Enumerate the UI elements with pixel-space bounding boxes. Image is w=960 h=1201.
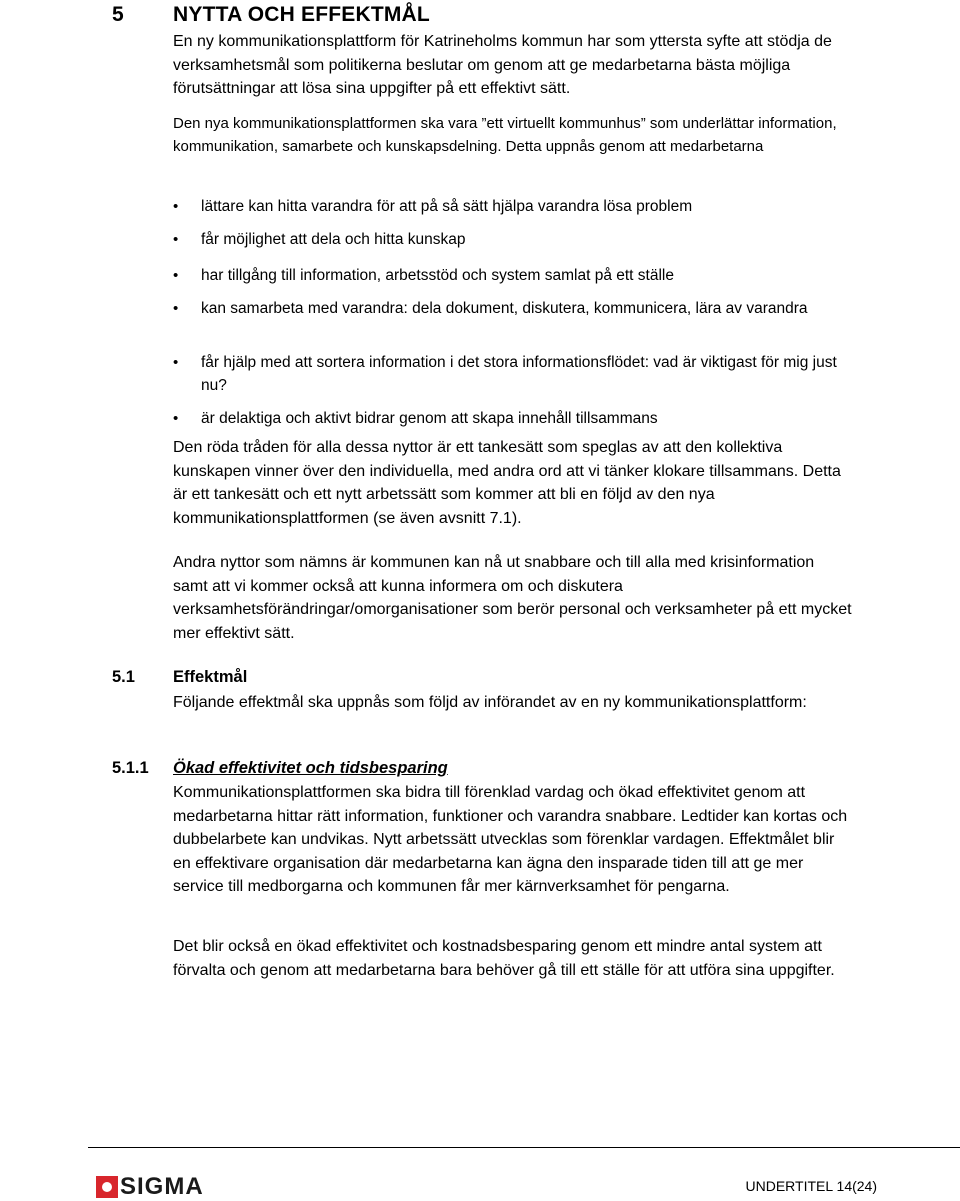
list-item: • är delaktiga och aktivt bidrar genom att skapa innehåll tillsammans (201, 407, 861, 430)
list-item: • kan samarbeta med varandra: dela dokument, diskutera, kommunicera, lära av varandra (201, 297, 861, 320)
list-item: • har tillgång till information, arbetsstöd och system samlat på ett ställe (201, 264, 861, 287)
footer-divider (88, 1147, 960, 1148)
list-item: • får möjlighet att dela och hitta kunskap (201, 228, 861, 251)
section-number: 5 (112, 3, 124, 26)
page-number: UNDERTITEL 14(24) (745, 1178, 877, 1194)
cost-saving-paragraph: Det blir också en ökad effektivitet och kostnadsbesparing genom ett mindre antal system att förvalta och genom att medarbetarna bara behöver gå till ett ställe för att utföra sina uppgifter. (173, 938, 835, 979)
sigma-logo (96, 1174, 204, 1200)
subsection-number: 5.1 (112, 668, 135, 686)
logo-text: SIGMA (120, 1173, 204, 1200)
vision-paragraph: Den nya kommunikationsplattformen ska vara ”ett virtuellt kommunhus” som underlättar information, kommunikation, samarbete och kunskapsdelning. Detta uppnås genom att medarbetarna (173, 115, 837, 155)
red-thread-paragraph: Den röda tråden för alla dessa nyttor är ett tankesätt som speglas av att den kollektiva kunskapen vinner över den individuella, med andra ord att vi tänker klokare tillsammans. Detta är ett tankesätt och ett nytt arbetssätt som kommer att bli en följd av den nya kommunikationsplattformen (se även avsnitt 7.1). (173, 439, 841, 527)
subsubsection-number: 5.1.1 (112, 759, 149, 777)
sigma-logo-icon (96, 1176, 118, 1198)
intro-paragraph: En ny kommunikationsplattform för Katrineholms kommun har som yttersta syfte att stödja de verksamhetsmål som politikerna beslutar om genom att ge medarbetarna bästa möjliga förutsättningar att lösa sina uppgifter på ett effektivt sätt. (173, 33, 832, 97)
subsubsection-title: Ökad effektivitet och tidsbesparing (173, 759, 448, 777)
list-item: • lättare kan hitta varandra för att på så sätt hjälpa varandra lösa problem (201, 195, 861, 218)
list-item: • får hjälp med att sortera information i det stora informationsflödet: vad är viktigast för mig just nu? (201, 351, 861, 397)
section-title: NYTTA OCH EFFEKTMÅL (173, 3, 430, 26)
subsection-title: Effektmål (173, 668, 248, 686)
subsection-paragraph: Följande effektmål ska uppnås som följd av införandet av en ny kommunikationsplattform: (173, 694, 807, 711)
other-benefits-paragraph: Andra nyttor som nämns är kommunen kan nå ut snabbare och till alla med krisinformation samt att vi kommer också att kunna informera om och diskutera verksamhetsförändringar/omorganisationer som berör personal och verksamheter på ett mycket mer effektivt sätt. (173, 554, 852, 642)
efficiency-paragraph: Kommunikationsplattformen ska bidra till förenklad vardag och ökad effektivitet genom att medarbetarna hittar rätt information, funktioner och varandra snabbare. Ledtider kan kortas och dubbelarbete kan undvikas. Nytt arbetssätt utvecklas som förenklar vardagen. Effektmålet blir en effektivare organisation där medarbetarna kan ägna den insparade tiden till att ge mer service till medborgarna och kommunen får mer kärnverksamhet för pengarna. (173, 784, 848, 895)
